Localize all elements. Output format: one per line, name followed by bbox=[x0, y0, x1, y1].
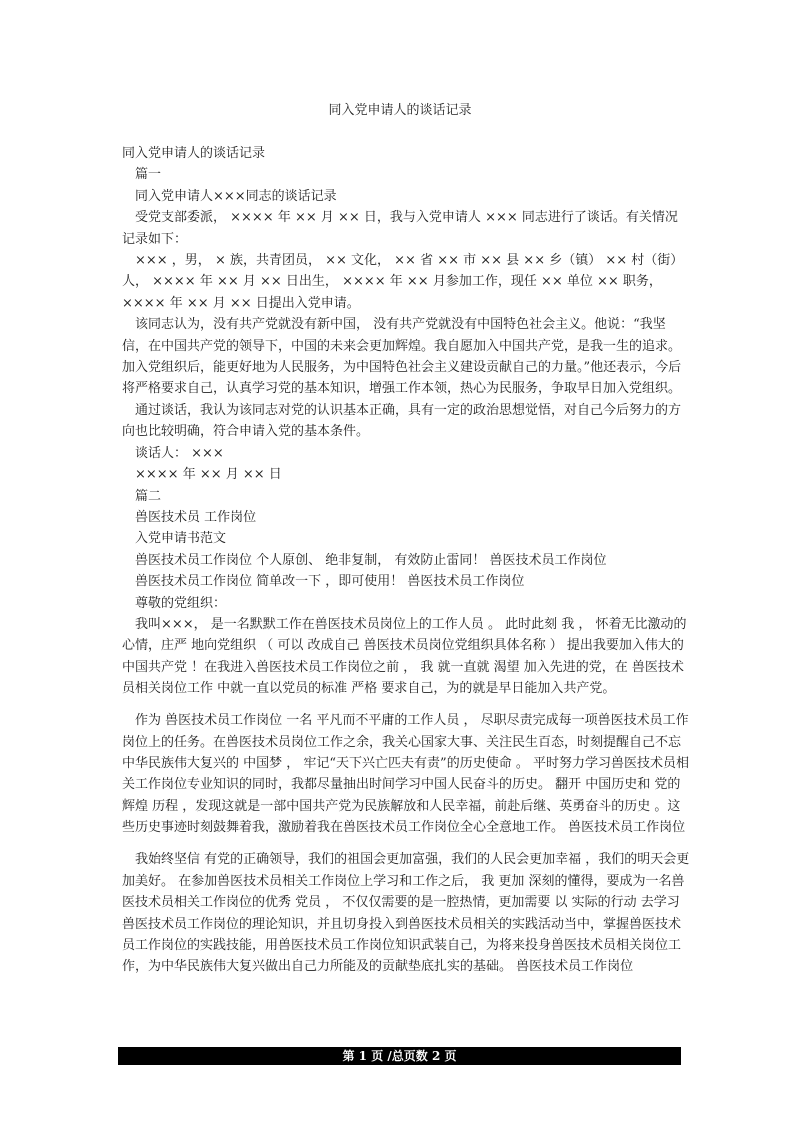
paragraph: 作为 兽医技术员工作岗位 一名 平凡而不平庸的工作人员 ， 尽职尽责完成每一项兽医技术员工作岗位上的任务。在兽医技术员岗位工作之余，我关心国家大事、关注民生百态，时刻提醒自己不忘 中华民族伟大复兴的 中国梦 ， 牢记“天下兴亡匹夫有责”的历史使命 。 平时努力学习兽医技术员相关工作岗位专业知识的同时，我都尽量抽出时间学习中国人民奋斗的历史。 翻开 中国历史和 党的辉煌 历程 ，发现这就是一部中国共产党为民族解放和人民幸福，前赴后继、英勇奋斗的历史 。这些历史事迹时刻鼓舞着我，激励着我在兽医技术员工作岗位全心全意地工作。 兽医技术员工作岗位 bbox=[122, 713, 689, 836]
section-subtitle: 同入党申请人×××同志的谈话记录 bbox=[135, 188, 337, 204]
section-heading: 同入党申请人的谈话记录 bbox=[122, 146, 266, 161]
section-label: 篇一 bbox=[135, 167, 162, 183]
document-body bbox=[122, 143, 690, 978]
greeting: 尊敬的党组织： bbox=[135, 595, 227, 611]
document-title: 同入党申请人的谈话记录 bbox=[328, 103, 472, 118]
text-line: 入党申请书范文 bbox=[135, 531, 227, 547]
text-line: 兽医技术员工作岗位 个人原创、 绝非复制， 有效防止雷同！ 兽医技术员工作岗位 bbox=[135, 552, 607, 568]
text-line: 兽医技术员工作岗位 简单改一下 ，即可使用！ 兽医技术员工作岗位 bbox=[135, 574, 525, 590]
date-line: ×××× 年 ×× 月 ×× 日 bbox=[135, 467, 282, 483]
page-footer: 第 1 页 /总页数 2 页 bbox=[118, 1047, 681, 1065]
paragraph: 受党支部委派， ×××× 年 ×× 月 ×× 日，我与入党申请人 ××× 同志进行了谈话。有关情况记录如下： bbox=[122, 210, 678, 247]
paragraph: 我始终坚信 有党的正确领导，我们的祖国会更加富强，我们的人民会更加幸福 ，我们的明天会更加美好。 在参加兽医技术员相关工作岗位上学习和工作之后， 我 更加 深刻的懂得，要成为一名兽医技术员相关工作岗位的优秀 党员 ， 不仅仅需要的是一腔热情，更加需要 以 实际的行动 去学习兽医技术员工作岗位的理论知识，并且切身投入到兽医技术员相关的实践活动当中，掌握兽医技术员工作岗位的实践技能，用兽医技术员工作岗位知识武装自己，为将来投身兽医技术员相关岗位工作，为中华民族伟大复兴做出自己力所能及的贡献垫底扎实的基础。 兽医技术员工作岗位 bbox=[122, 852, 690, 975]
paragraph: 我叫×××， 是一名默默工作在兽医技术员岗位上的工作人员 。 此时此刻 我 ， 怀着无比激动的心情，庄严 地向党组织 （ 可以 改成自己 兽医技术员岗位党组织具体名称 ） 提出我要加入伟大的中国共产党 ！在我进入兽医技术员工作岗位之前 ， 我 就一直就 渴望 加入先进的党，在 兽医技术员相关岗位工作 中就一直以党员的标准 严格 要求自己，为的就是早日能加入共产党。 bbox=[122, 616, 687, 697]
paragraph: 通过谈话，我认为该同志对党的认识基本正确，具有一定的政治思想觉悟，对自己今后努力的方向也比较明确，符合申请入党的基本条件。 bbox=[122, 402, 682, 440]
paragraph: 该同志认为，没有共产党就没有新中国， 没有共产党就没有中国特色社会主义。他说：“我坚信，在中国共产党的领导下，中国的未来会更加辉煌。我自愿加入中国共产党，是我一生的追求。加入党组织后，能更好地为人民服务，为中国特色社会主义建设贡献自己的力量。”他还表示，今后将严格要求自己，认真学习党的基本知识，增强工作本领，热心为民服务，争取早日加入党组织。 bbox=[122, 317, 682, 397]
spacer bbox=[122, 700, 690, 711]
spacer bbox=[122, 839, 690, 850]
paragraph: ××× ，男， × 族，共青团员， ×× 文化， ×× 省 ×× 市 ×× 县 ×× 乡（镇） ×× 村（街）人， ×××× 年 ×× 月 ×× 日出生， ×××× 年 ×× 月参加工作，现任 ×× 单位 ×× 职务， ×××× 年 ×× 月 ×× 日提出入党申请。 bbox=[122, 253, 684, 311]
section-label: 篇二 bbox=[135, 488, 162, 504]
talker-line: 谈话人： ××× bbox=[135, 445, 224, 461]
text-line: 兽医技术员 工作岗位 bbox=[135, 509, 257, 525]
